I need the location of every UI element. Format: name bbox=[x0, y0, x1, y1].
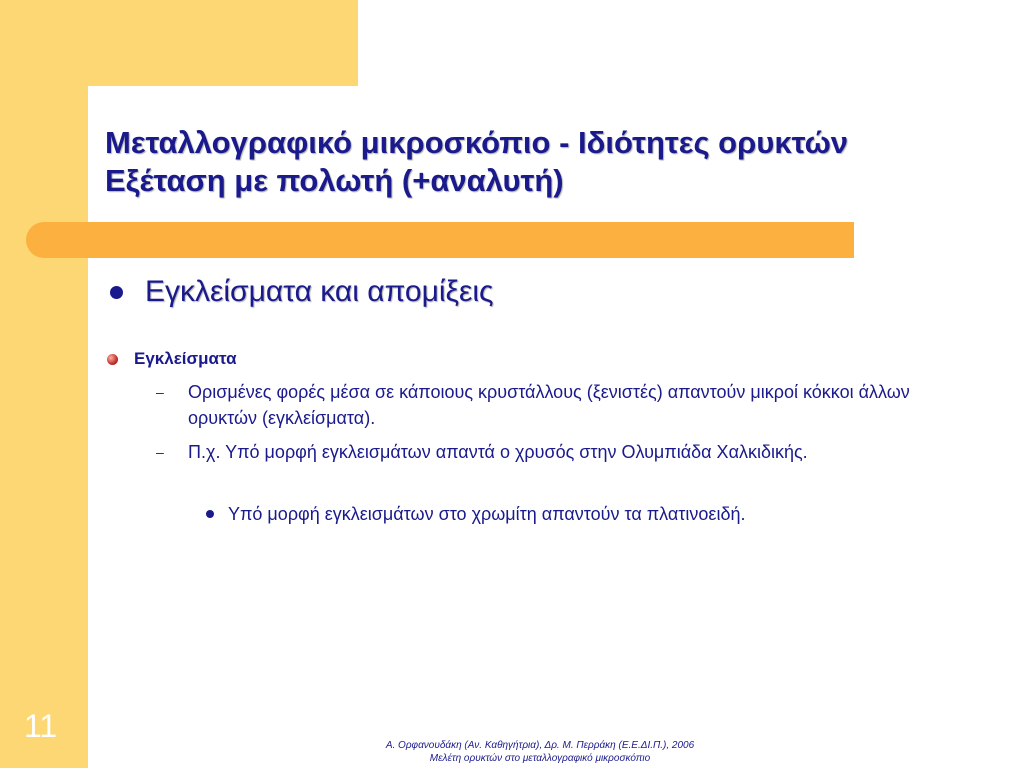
section-heading bbox=[104, 275, 493, 309]
dash-bullet: – bbox=[156, 384, 164, 400]
bullet-dot-icon bbox=[206, 510, 214, 518]
footer bbox=[300, 739, 780, 765]
bullet-dot-icon bbox=[110, 286, 123, 299]
list-item-text: Π.χ. Υπό μορφή εγκλεισμάτων απαντά ο χρυσός στην Ολυμπιάδα Χαλκιδικής. bbox=[188, 442, 808, 462]
slide-title-line-2: Εξέταση με πολωτή (+αναλυτή) bbox=[105, 163, 564, 198]
page-number: 11 bbox=[24, 708, 58, 744]
slide-title bbox=[105, 124, 1005, 200]
section-heading-text: Εγκλείσματα και απομίξεις bbox=[145, 275, 494, 308]
subheading bbox=[104, 349, 237, 369]
sub-list-item bbox=[206, 501, 745, 527]
sub-list-item-text: Υπό μορφή εγκλεισμάτων στο χρωμίτη απαντούν τα πλατινοειδή. bbox=[228, 504, 746, 524]
title-divider-bar bbox=[26, 222, 854, 258]
list-item bbox=[156, 379, 916, 431]
left-accent-band bbox=[0, 0, 88, 768]
slide-title-line-1: Μεταλλογραφικό μικροσκόπιο - Ιδιότητες ορυκτών bbox=[105, 125, 849, 160]
footer-course: Μελέτη ορυκτών στο μεταλλογραφικό μικροσκόπιο bbox=[429, 753, 651, 764]
list-item bbox=[156, 439, 916, 465]
bullet-ball-icon bbox=[107, 354, 118, 365]
footer-authors: Α. Ορφανουδάκη (Αν. Καθηγήτρια), Δρ. Μ. Περράκη (Ε.Ε.ΔΙ.Π.), 2006 bbox=[385, 740, 695, 751]
subheading-text: Εγκλείσματα bbox=[134, 349, 237, 368]
dash-bullet: – bbox=[156, 444, 164, 460]
top-accent-band bbox=[0, 0, 358, 86]
list-item-text: Ορισμένες φορές μέσα σε κάποιους κρυστάλλους (ξενιστές) απαντούν μικροί κόκκοι άλλων ορυκτών (εγκλείσματα). bbox=[188, 382, 910, 428]
